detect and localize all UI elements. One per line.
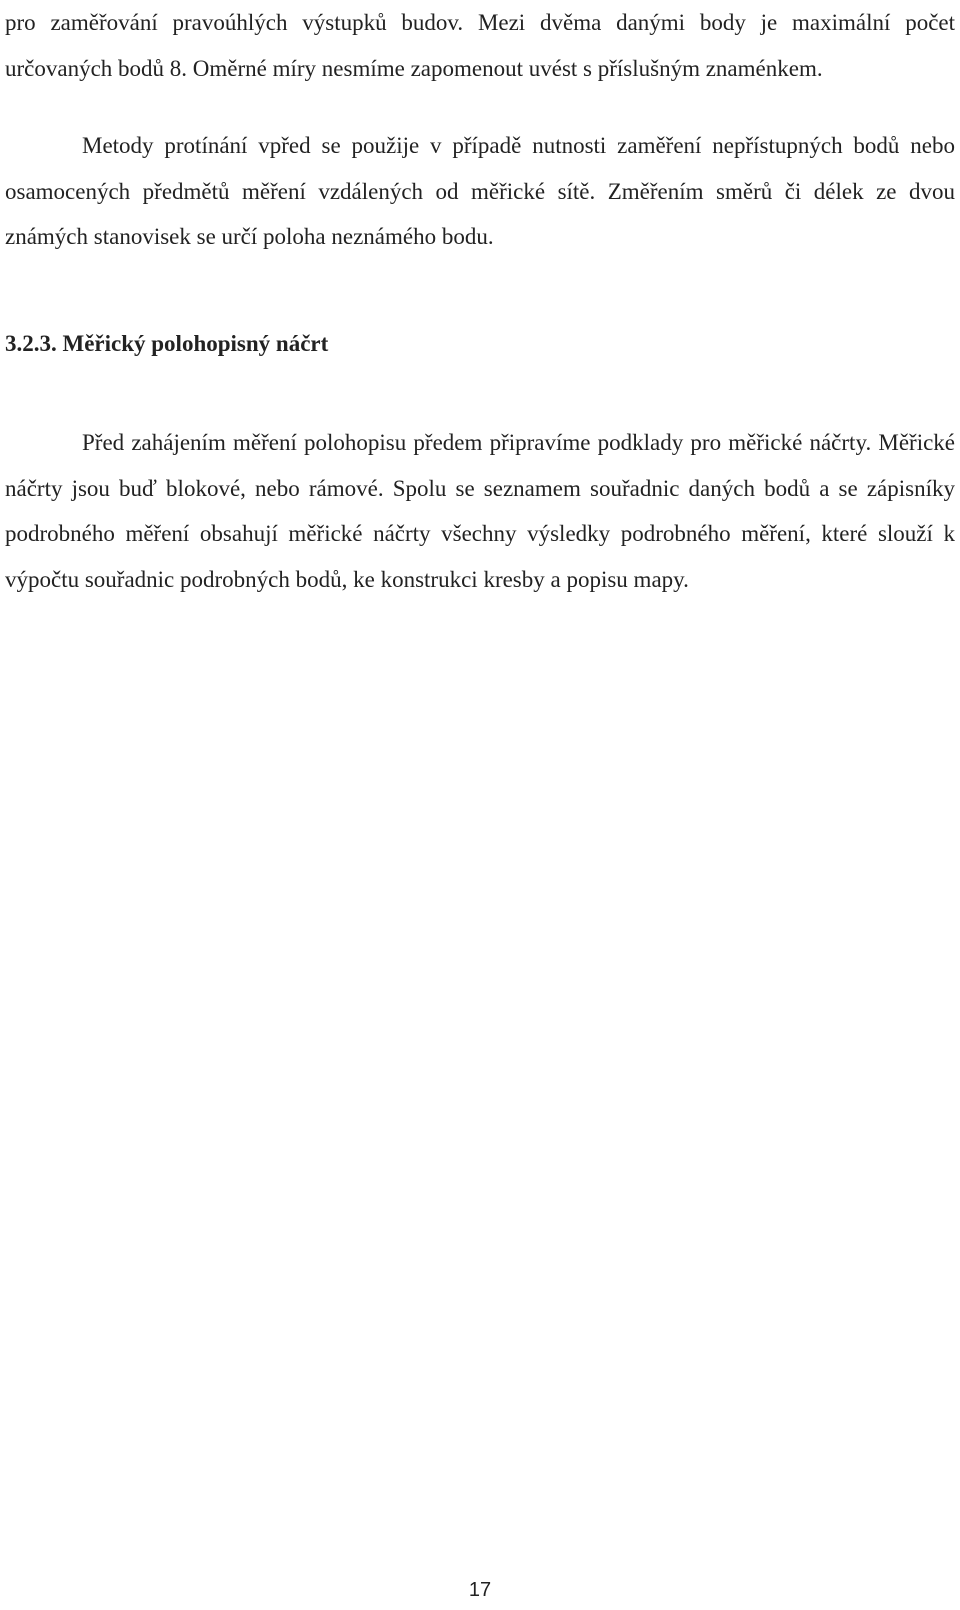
paragraph-intersection-method: Metody protínání vpřed se použije v případě nutnosti zaměření nepřístupných bodů nebo osamocených předmětů měření vzdálených od měřické sítě. Změřením směrů či délek ze dvou známých stanovisek se určí poloha neznámého bodu.: [5, 133, 955, 250]
paragraph-continuation: pro zaměřování pravoúhlých výstupků budov. Mezi dvěma danými body je maximální počet určovaných bodů 8. Oměrné míry nesmíme zapomenout uvést s příslušným znaménkem.: [5, 10, 955, 81]
paragraph-survey-sketches: Před zahájením měření polohopisu předem připravíme podklady pro měřické náčrty. Měřické náčrty jsou buď blokové, nebo rámové. Spolu se seznamem souřadnic daných bodů a se zápisníky podrobného měření obsahují měřické náčrty všechny výsledky podrobného měření, které slouží k výpočtu souřadnic podrobných bodů, ke konstrukci kresby a popisu mapy.: [5, 430, 955, 593]
section-heading: 3.2.3. Měřický polohopisný náčrt: [5, 331, 329, 356]
page-number: 17: [468, 1579, 492, 1601]
